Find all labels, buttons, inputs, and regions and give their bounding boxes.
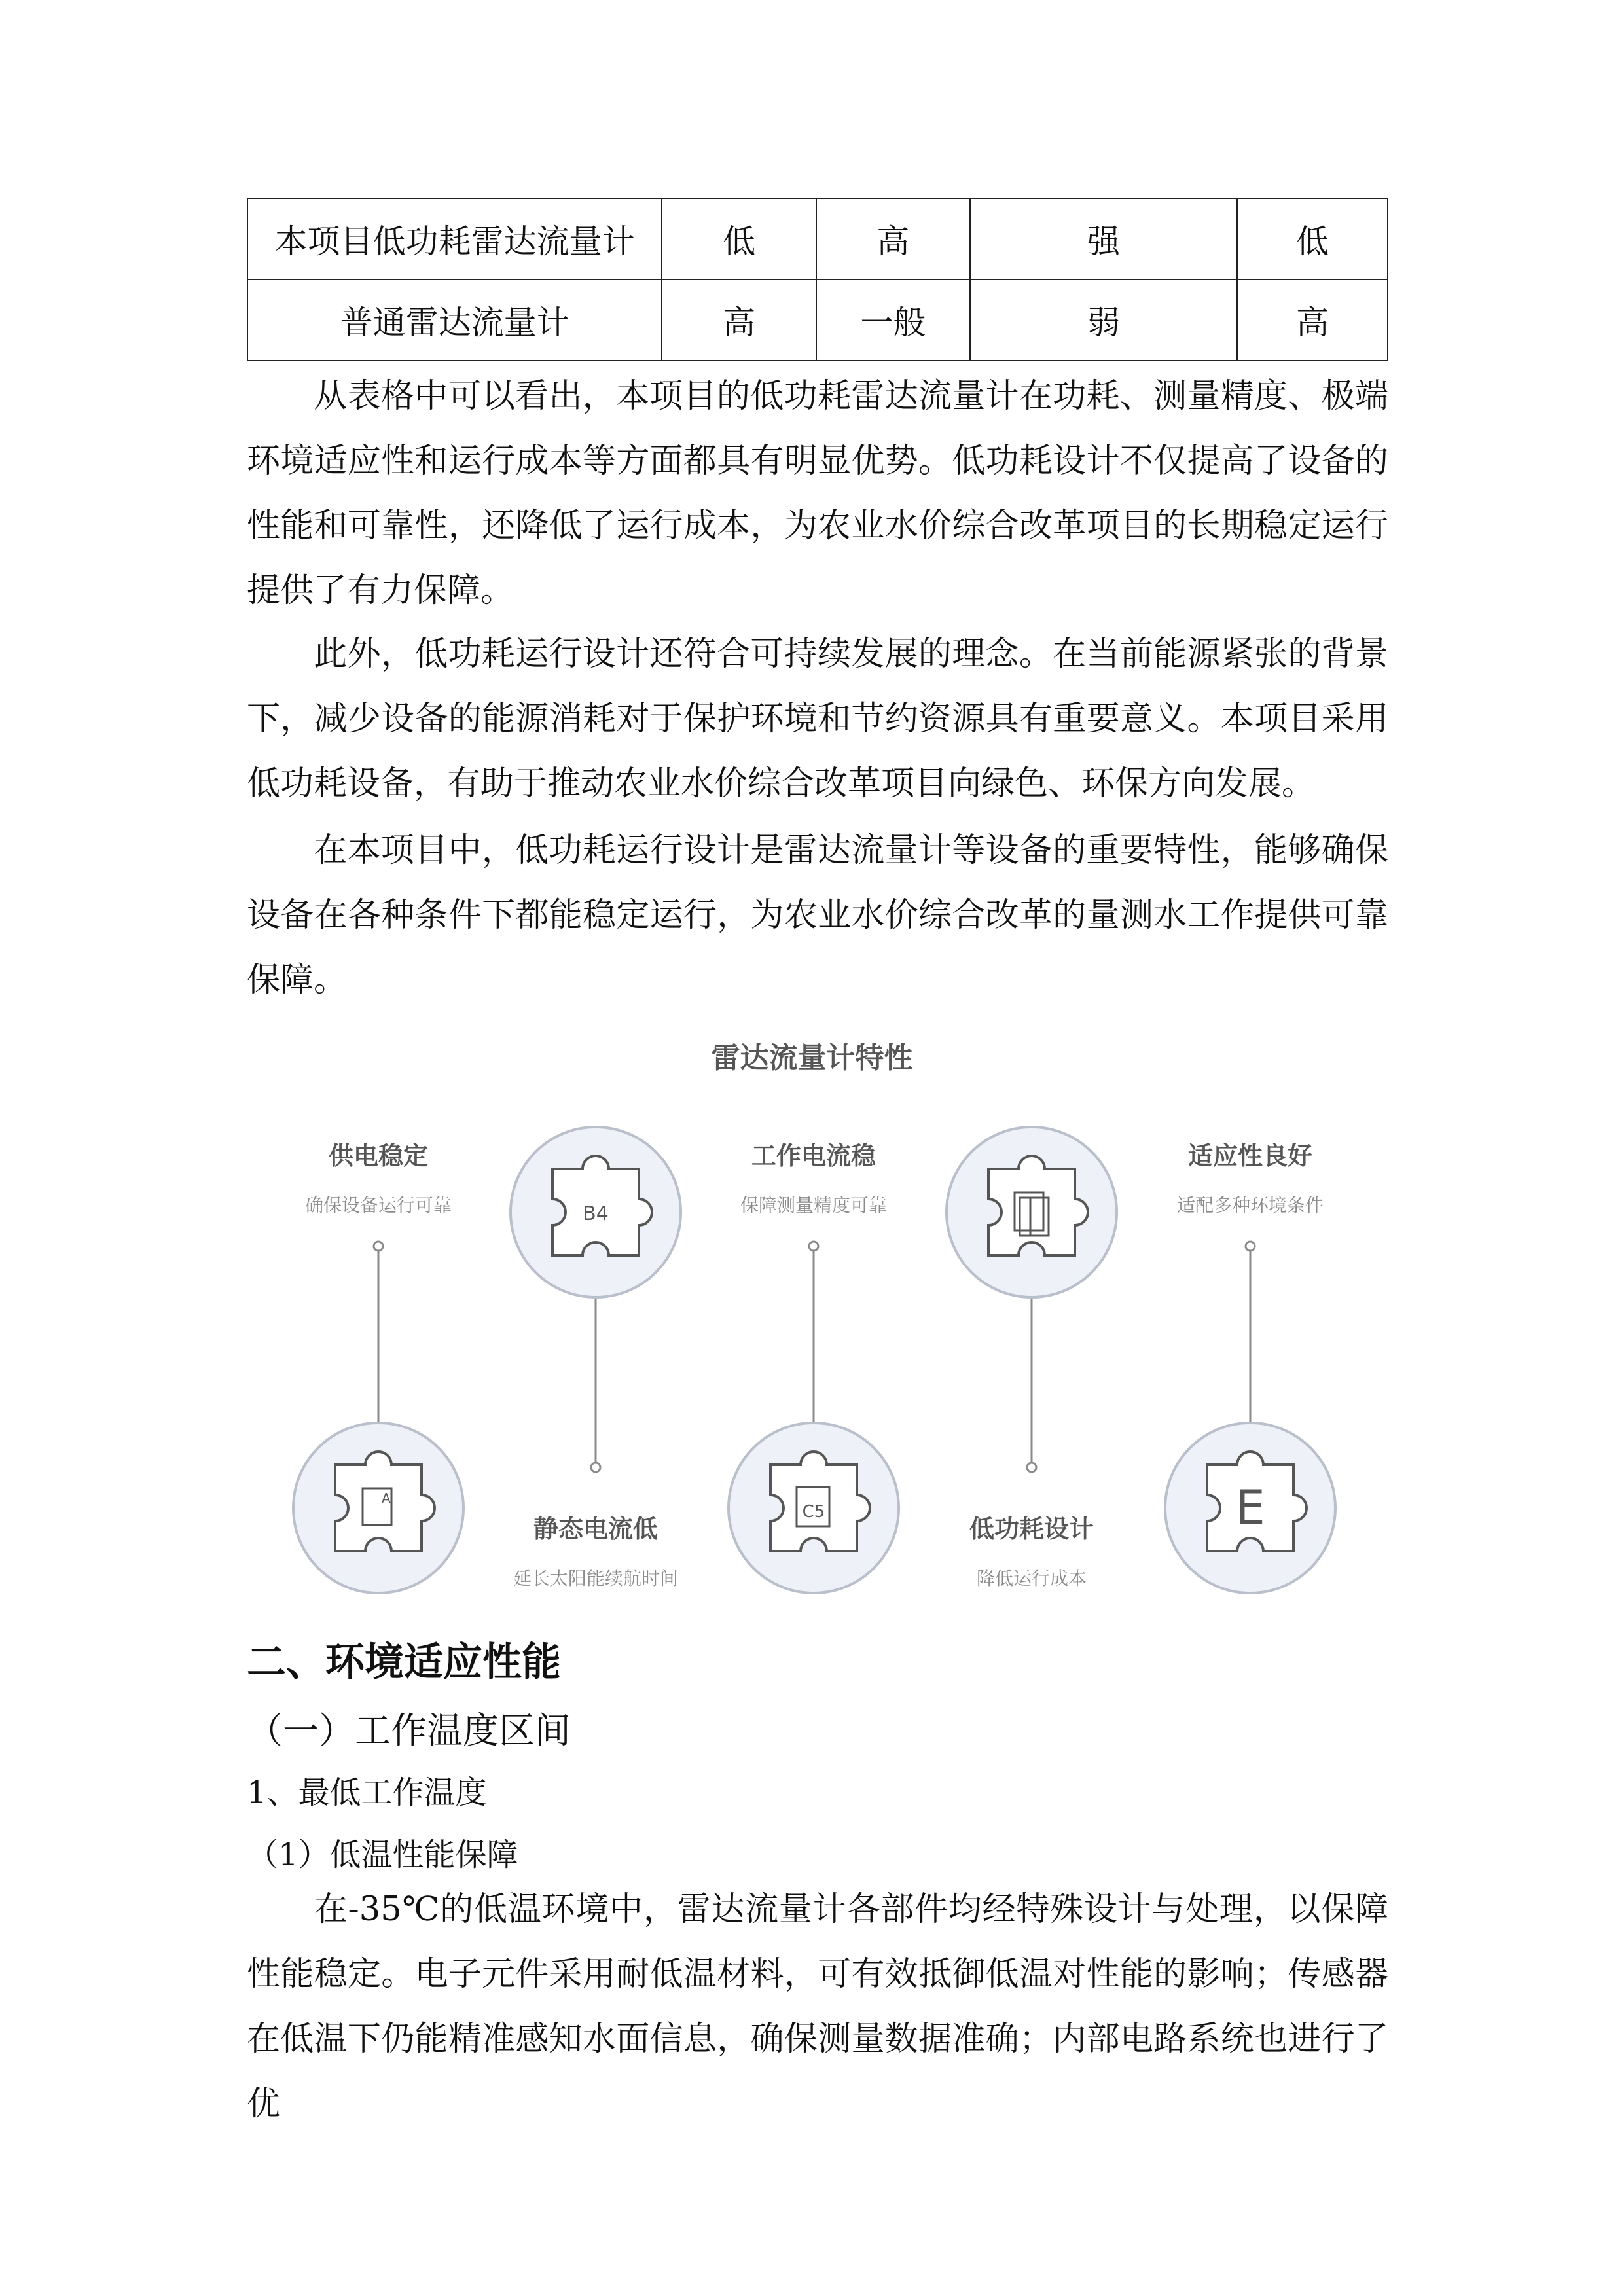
paragraph: 在本项目中，低功耗运行设计是雷达流量计等设备的重要特性，能够确保设备在各种条件下都能稳定运行，为农业水价综合改革的量测水工作提供可靠保障。 bbox=[247, 831, 1388, 999]
feature-subtitle: 确保设备运行可靠 bbox=[304, 1194, 452, 1216]
connector-dot bbox=[1027, 1463, 1036, 1472]
table-cell: 强 bbox=[970, 198, 1238, 279]
table-cell: 高 bbox=[662, 279, 816, 361]
connector-dot bbox=[374, 1242, 383, 1251]
table-cell: 一般 bbox=[816, 279, 970, 361]
feature-label bbox=[247, 1136, 509, 1217]
feature-label bbox=[465, 1509, 727, 1590]
section-heading: 二、环境适应性能 bbox=[247, 1640, 561, 1685]
feature-subtitle: 延长太阳能续航时间 bbox=[513, 1568, 678, 1589]
table-cell: 高 bbox=[1237, 279, 1388, 361]
puzzle-icon bbox=[988, 1156, 1088, 1255]
feature-subtitle: 保障测量精度可靠 bbox=[740, 1194, 887, 1216]
feature-label bbox=[683, 1136, 945, 1217]
feature-circle-1 bbox=[293, 1423, 463, 1593]
feature-circle-5 bbox=[1165, 1423, 1335, 1593]
diagram-title: 雷达流量计特性 bbox=[711, 1041, 913, 1075]
feature-subtitle: 降低运行成本 bbox=[976, 1568, 1087, 1589]
feature-label bbox=[1119, 1136, 1381, 1217]
subitem-heading: （1）低温性能保障 bbox=[247, 1837, 518, 1873]
table-cell: 本项目低功耗雷达流量计 bbox=[247, 198, 662, 279]
feature-title: 工作电流稳 bbox=[751, 1141, 876, 1170]
table-cell: 低 bbox=[662, 198, 816, 279]
icon-label: A bbox=[382, 1490, 391, 1506]
feature-title: 供电稳定 bbox=[328, 1141, 428, 1170]
item-heading: 1、最低工作温度 bbox=[247, 1774, 487, 1811]
paragraph: 此外，低功耗运行设计还符合可持续发展的理念。在当前能源紧张的背景下，减少设备的能源消耗对于保护环境和节约资源具有重要意义。本项目采用低功耗设备，有助于推动农业水价综合改革项目向绿色、环保方向发展。 bbox=[247, 635, 1388, 803]
icon-label: B4 bbox=[583, 1202, 609, 1225]
feature-subtitle: 适配多种环境条件 bbox=[1176, 1194, 1324, 1216]
icon-label: E bbox=[1235, 1480, 1265, 1535]
paragraph: 从表格中可以看出，本项目的低功耗雷达流量计在功耗、测量精度、极端环境适应性和运行成本等方面都具有明显优势。低功耗设计不仅提高了设备的性能和可靠性，还降低了运行成本，为农业水价综合改革项目的长期稳定运行提供了有力保障。 bbox=[247, 377, 1388, 610]
feature-label bbox=[901, 1509, 1163, 1590]
feature-circle-2 bbox=[511, 1127, 681, 1297]
feature-circle-3 bbox=[729, 1423, 899, 1593]
paragraph: 在-35℃的低温环境中，雷达流量计各部件均经特殊设计与处理，以保障性能稳定。电子元件采用耐低温材料，可有效抵御低温对性能的影响；传感器在低温下仍能精准感知水面信息，确保测量数据准确；内部电路系统也进行了优 bbox=[247, 1890, 1388, 2123]
subsection-heading: （一）工作温度区间 bbox=[247, 1710, 571, 1751]
feature-title: 适应性良好 bbox=[1187, 1141, 1312, 1170]
puzzle-icon bbox=[770, 1452, 870, 1551]
feature-title: 静态电流低 bbox=[533, 1515, 658, 1543]
icon-label: C5 bbox=[802, 1502, 825, 1522]
table-cell: 高 bbox=[816, 198, 970, 279]
feature-circle-4 bbox=[947, 1127, 1117, 1297]
table-cell: 普通雷达流量计 bbox=[247, 279, 662, 361]
connector-dot bbox=[809, 1242, 818, 1251]
table-cell: 弱 bbox=[970, 279, 1238, 361]
table-cell: 低 bbox=[1237, 198, 1388, 279]
connector-dot bbox=[591, 1463, 600, 1472]
connector-dot bbox=[1246, 1242, 1255, 1251]
feature-title: 低功耗设计 bbox=[969, 1515, 1094, 1543]
